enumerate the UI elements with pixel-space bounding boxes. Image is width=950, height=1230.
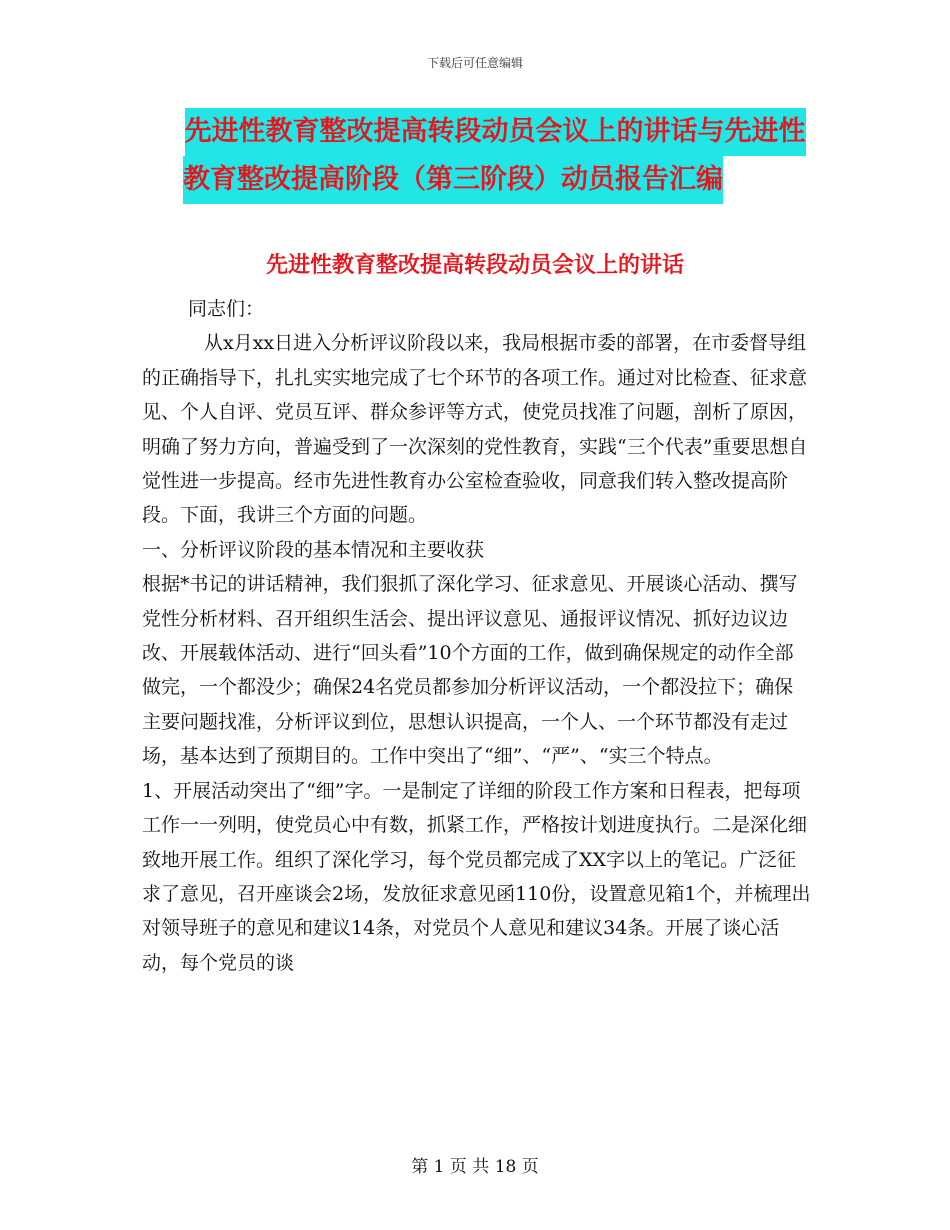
header-note: 下载后可任意编辑 xyxy=(426,56,523,70)
greeting: 同志们： xyxy=(188,298,265,320)
paragraph-intro: 从x月xx日进入分析评议阶段以来，我局根据市委的部署，在市委督导组的正确指导下，扎扎实实地完成了七个环节的各项工作。通过对比检查、征求意见、个人自评、党员互评、群众参评等方式，使党员找准了问题，剖析了原因，明确了努力方向，普遍受到了一次深刻的党性教育，实践“三个代表”重要思想自觉性进一步提高。经市先进性教育办公室检查验收，同意我们转入整改提高阶段。下面，我讲三个方面的问题。 xyxy=(142,332,808,527)
paragraph-point-1: 1、开展活动突出了“细”字。一是制定了详细的阶段工作方案和日程表，把每项工作一一列明，使党员心中有数，抓紧工作，严格按计划进度执行。二是深化细致地开展工作。组织了深化学习，每个党员都完成了XX字以上的笔记。广泛征求了意见，召开座谈会2场，发放征求意见函110份，设置意见箱1个，并梳理出对领导班子的意见和建议14条，对党员个人意见和建议34条。开展了谈心活动，每个党员的谈 xyxy=(142,779,811,974)
heading-section-1: 一、分析评议阶段的基本情况和主要收获 xyxy=(142,538,485,561)
title-line-2: 教育整改提高阶段（第三阶段）动员报告汇编 xyxy=(183,156,723,204)
title-line-1: 先进性教育整改提高转段动员会议上的讲话与先进性 xyxy=(185,108,806,156)
document-title xyxy=(0,108,950,204)
document-body xyxy=(142,292,812,980)
paragraph-summary: 根据*书记的讲话精神，我们狠抓了深化学习、征求意见、开展谈心活动、撰写党性分析材料、召开组织生活会、提出评议意见、通报评议情况、抓好边议边改、开展载体活动、进行“回头看”10个方面的工作，做到确保规定的动作全部做完，一个都没少；确保24名党员都参加分析评议活动，一个都没拉下；确保主要问题找准，分析评议到位，思想认识提高，一个人、一个环节都没有走过场，基本达到了预期目的。工作中突出了“细”、“严”、“实三个特点。 xyxy=(142,573,798,768)
page-number: 第 1 页 共 18 页 xyxy=(411,1157,539,1177)
section-title: 先进性教育整改提高转段动员会议上的讲话 xyxy=(265,253,684,278)
